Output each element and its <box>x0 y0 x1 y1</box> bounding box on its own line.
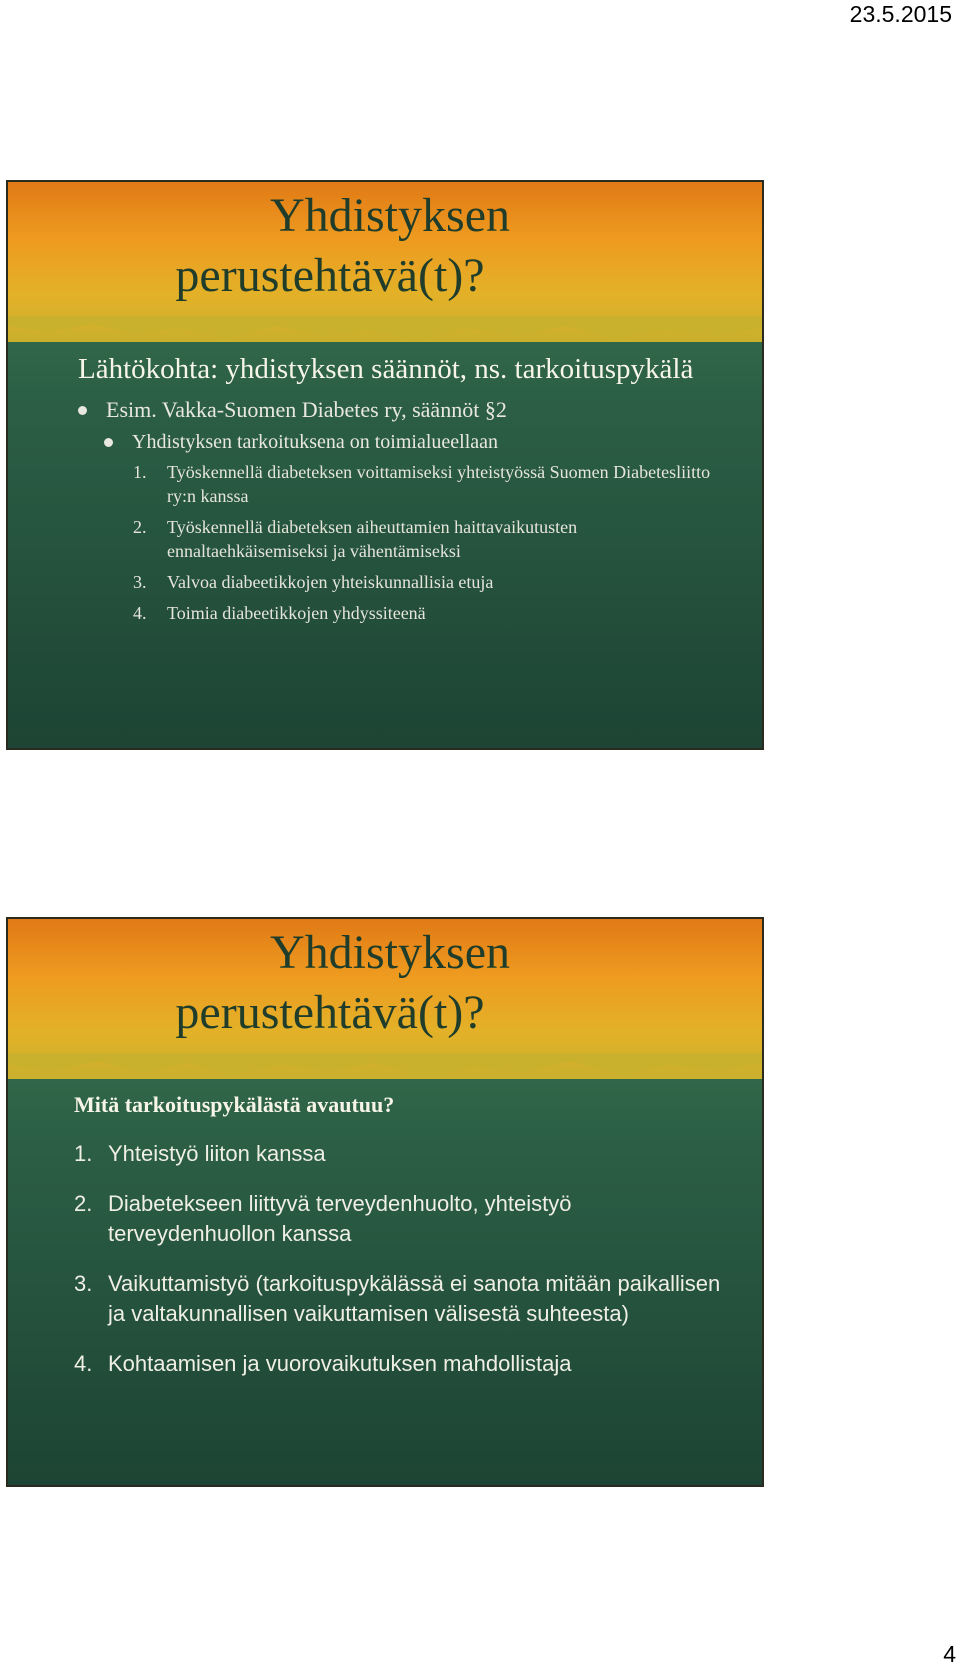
list-item: 3. Valvoa diabeetikkojen yhteiskunnallisia etuja <box>133 572 494 592</box>
question-heading: Mitä tarkoituspykälästä avautuu? <box>74 1092 395 1117</box>
slide-body <box>74 1091 738 1399</box>
title-line-1: Yhdistyksen <box>270 926 510 979</box>
sub-bullet-item: Yhdistyksen tarkoituksena on toimialueellaan <box>104 428 738 456</box>
list-item: 2. Diabetekseen liittyvä terveydenhuolto, yhteistyö terveydenhuollon kanssa <box>74 1191 572 1246</box>
page-number: 4 <box>943 1641 956 1667</box>
list-item: 3. Vaikuttamistyö (tarkoituspykälässä ei sanota mitään paikallisen ja valtakunnallisen vaikuttamisen välisestä suhteesta) <box>74 1271 721 1326</box>
slide-title <box>8 186 762 306</box>
list-item: 1. Työskennellä diabeteksen voittamiseksi yhteistyössä Suomen Diabetesliitto ry:n kanssa <box>133 462 711 506</box>
slide-1 <box>6 180 764 750</box>
slide-header-band <box>8 182 762 342</box>
list-item: 1. Yhteistyö liiton kanssa <box>74 1141 326 1166</box>
numbered-list <box>133 460 738 625</box>
list-item: 4. Kohtaamisen ja vuorovaikutuksen mahdollistaja <box>74 1351 572 1376</box>
brush-edge-decoration <box>8 316 762 356</box>
list-item: 4. Toimia diabeetikkojen yhdyssiteenä <box>133 603 426 623</box>
slide-header-band <box>8 919 762 1079</box>
numbered-list <box>74 1139 738 1379</box>
title-line-1: Yhdistyksen <box>270 189 510 242</box>
slide-title <box>8 923 762 1043</box>
slide-body <box>78 352 738 632</box>
slide-2 <box>6 917 764 1487</box>
page-date: 23.5.2015 <box>849 1 952 27</box>
lead-text: Lähtökohta: yhdistyksen säännöt, ns. tarkoituspykälä <box>78 353 694 385</box>
brush-edge-decoration <box>8 1053 762 1093</box>
title-line-2: perustehtävä(t)? <box>175 986 485 1039</box>
bullet-item: Esim. Vakka-Suomen Diabetes ry, säännöt §2 <box>78 396 738 424</box>
title-line-2: perustehtävä(t)? <box>175 249 485 302</box>
list-item: 2. Työskennellä diabeteksen aiheuttamien haittavaikutusten ennaltaehkäisemiseksi ja vähentämiseksi <box>133 517 578 561</box>
